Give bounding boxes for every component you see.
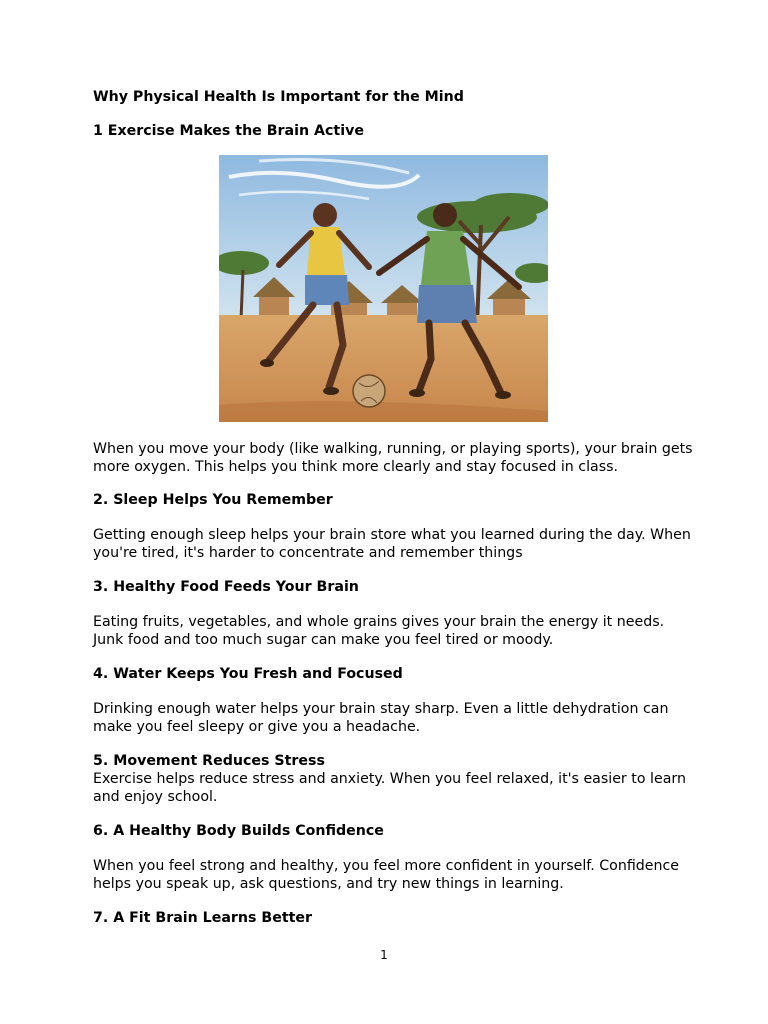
page-number: 1 (380, 948, 388, 962)
section-1-body: When you move your body (like walking, running, or playing sports), your brain gets more oxygen. This helps you think more clearly and stay focused in class. (93, 441, 693, 475)
section-4-heading: 4. Water Keeps You Fresh and Focused (93, 666, 403, 682)
document-title: Why Physical Health Is Important for the Mind (93, 89, 464, 105)
section-1-heading: 1 Exercise Makes the Brain Active (93, 123, 364, 139)
section-3-heading: 3. Healthy Food Feeds Your Brain (93, 579, 359, 595)
section-6-body: When you feel strong and healthy, you feel more confident in yourself. Confidence helps you speak up, ask questions, and try new things in learning. (93, 858, 680, 892)
section-7-heading: 7. A Fit Brain Learns Better (93, 910, 313, 926)
section-2-heading: 2. Sleep Helps You Remember (93, 492, 333, 508)
section-2-body: Getting enough sleep helps your brain store what you learned during the day. When you're tired, it's harder to concentrate and remember things (93, 527, 691, 561)
section-5-body: Exercise helps reduce stress and anxiety. When you feel relaxed, it's easier to learn and enjoy school. (93, 771, 686, 805)
section-3-body: Eating fruits, vegetables, and whole grains gives your brain the energy it needs. Junk food and too much sugar can make you feel tired or moody. (93, 614, 665, 648)
section-5-heading: 5. Movement Reduces Stress (93, 753, 325, 769)
kids-playing-football-illustration (219, 155, 548, 422)
section-6-heading: 6. A Healthy Body Builds Confidence (93, 823, 384, 839)
section-4-body: Drinking enough water helps your brain stay sharp. Even a little dehydration can make you feel sleepy or give you a headache. (93, 701, 669, 735)
